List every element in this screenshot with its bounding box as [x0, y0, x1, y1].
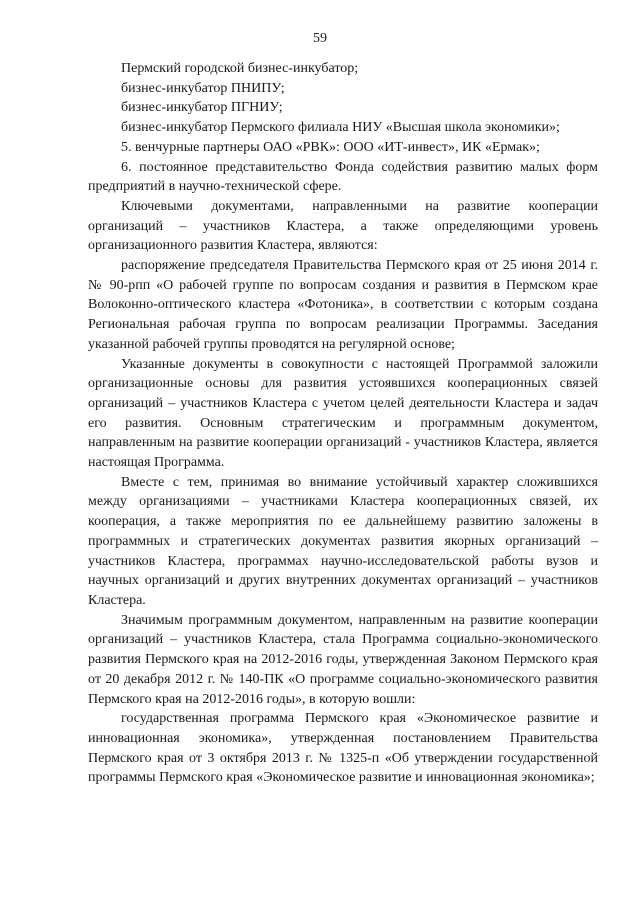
paragraph: бизнес-инкубатор Пермского филиала НИУ «Высшая школа экономики»;: [121, 120, 560, 136]
paragraph: Пермский городской бизнес-инкубатор;: [121, 61, 359, 76]
body-text: [88, 59, 598, 788]
paragraph: 5. венчурные партнеры ОАО «РВК»: ООО «ИТ-инвест», ИК «Ермак»;: [121, 139, 540, 155]
paragraph: 6. постоянное представительство Фонда содействия развитию малых форм предприятий в научно-технической сфере.: [88, 159, 598, 195]
paragraph: Ключевыми документами, направленными на развитие кооперации организаций – участников Кластера, а также определяющими уровень организационного развития Кластера, являются:: [88, 198, 598, 254]
paragraph: Указанные документы в совокупности с настоящей Программой заложили организационные основы для развития устоявшихся кооперационных связей организаций – участников Кластера с учетом целей деятельности Кластера и задач его развития. Основным стратегическим и программным документом, направленным на развитие кооперации организаций - участников Кластера, является настоящая Программа.: [88, 356, 598, 471]
paragraph: бизнес-инкубатор ПГНИУ;: [121, 100, 283, 116]
page-number: 59: [313, 31, 327, 46]
paragraph: бизнес-инкубатор ПНИПУ;: [121, 80, 285, 96]
paragraph: распоряжение председателя Правительства Пермского края от 25 июня 2014 г. № 90-рпп «О рабочей группе по вопросам создания и развития в Пермском крае Волоконно-оптического кластера «Фотоника», в соответствии с которым создана Региональная рабочая группа по вопросам реализации Программы. Заседания указанной рабочей группы проводятся на регулярной основе;: [88, 258, 598, 352]
paragraph: Вместе с тем, принимая во внимание устойчивый характер сложившихся между организациями – участниками Кластера кооперационных связей, их кооперация, а также мероприятия по ее дальнейшему развитию заложены в программных и стратегических документах развития якорных организаций – участников Кластера, программах научно-исследовательской работы вузов и научных организаций и других внутренних документах организаций – участников Кластера.: [88, 474, 598, 608]
paragraph: государственная программа Пермского края «Экономическое развитие и инновационная экономика», утвержденная постановлением Правительства Пермского края от 3 октября 2013 г. № 1325-п «Об утверждении государственной программы Пермского края «Экономическое развитие и инновационная экономика»;: [88, 711, 598, 786]
paragraph: Значимым программным документом, направленным на развитие кооперации организаций – участников Кластера, стала Программа социально-экономического развития Пермского края на 2012-2016 годы, утвержденная Законом Пермского края от 20 декабря 2012 г. № 140-ПК «О программе социально-экономического развития Пермского края на 2012-2016 годы», в которую вошли:: [88, 612, 598, 707]
